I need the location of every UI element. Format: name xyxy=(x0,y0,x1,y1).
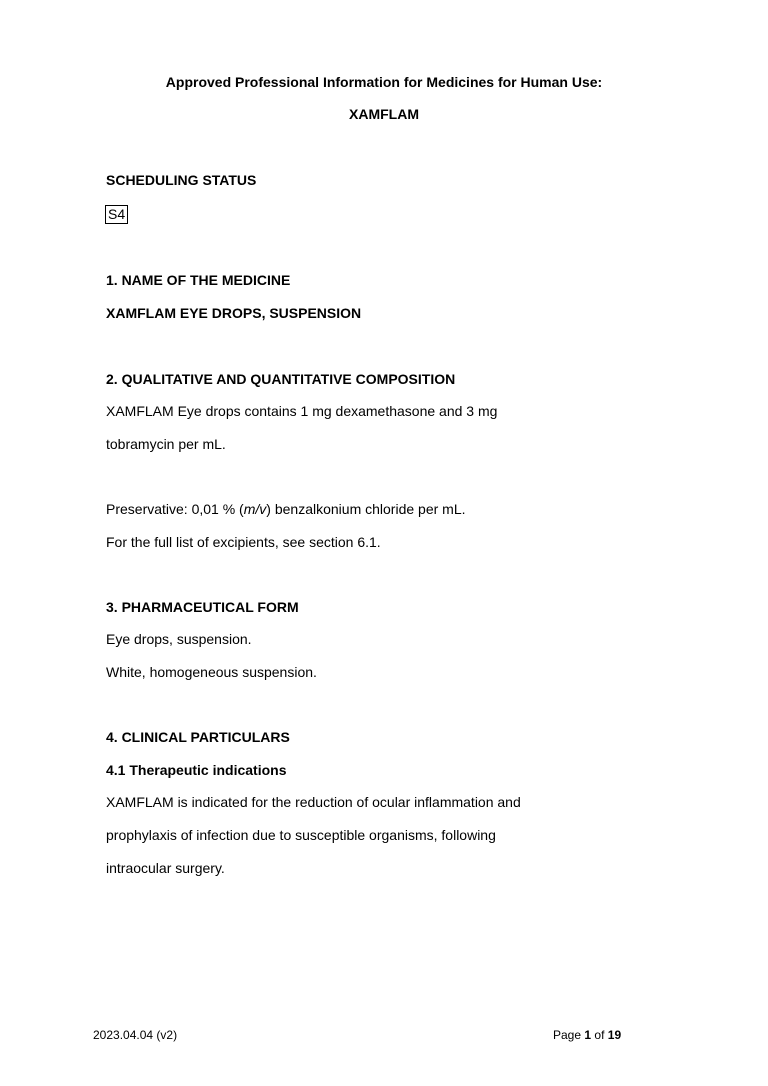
product-title: XAMFLAM xyxy=(349,106,419,122)
section-3-heading: 3. PHARMACEUTICAL FORM xyxy=(106,599,299,615)
excipients-note: For the full list of excipients, see section 6.1. xyxy=(106,534,381,550)
composition-line-1: XAMFLAM Eye drops contains 1 mg dexamethasone and 3 mg xyxy=(106,403,498,419)
section-4-1-heading: 4.1 Therapeutic indications xyxy=(106,762,287,778)
indication-line-1: XAMFLAM is indicated for the reduction of ocular inflammation and xyxy=(106,794,521,810)
section-2-heading: 2. QUALITATIVE AND QUANTITATIVE COMPOSITION xyxy=(106,371,456,387)
preservative-line xyxy=(106,500,466,518)
indication-line-3: intraocular surgery. xyxy=(106,860,225,876)
medicine-name: XAMFLAM EYE DROPS, SUSPENSION xyxy=(106,305,362,321)
schedule-badge: S4 xyxy=(105,205,128,224)
page-current: 1 xyxy=(584,1028,592,1042)
page-total: 19 xyxy=(607,1028,622,1042)
page-label: Page xyxy=(553,1028,582,1042)
preservative-prefix: Preservative: 0,01 % ( xyxy=(106,501,244,517)
document-title: Approved Professional Information for Medicines for Human Use: xyxy=(165,74,603,90)
footer-page-number xyxy=(553,1028,621,1042)
preservative-suffix: ) benzalkonium chloride per mL. xyxy=(266,501,466,517)
scheduling-status-heading: SCHEDULING STATUS xyxy=(106,172,257,188)
section-4-heading: 4. CLINICAL PARTICULARS xyxy=(106,729,290,745)
form-line-1: Eye drops, suspension. xyxy=(106,631,252,647)
section-1-heading: 1. NAME OF THE MEDICINE xyxy=(106,272,291,288)
composition-line-2: tobramycin per mL. xyxy=(106,436,226,452)
preservative-unit: m/v xyxy=(243,501,267,517)
form-line-2: White, homogeneous suspension. xyxy=(106,664,317,680)
indication-line-2: prophylaxis of infection due to susceptible organisms, following xyxy=(106,827,496,843)
page-of: of xyxy=(594,1028,605,1042)
footer-date-version: 2023.04.04 (v2) xyxy=(93,1028,178,1042)
